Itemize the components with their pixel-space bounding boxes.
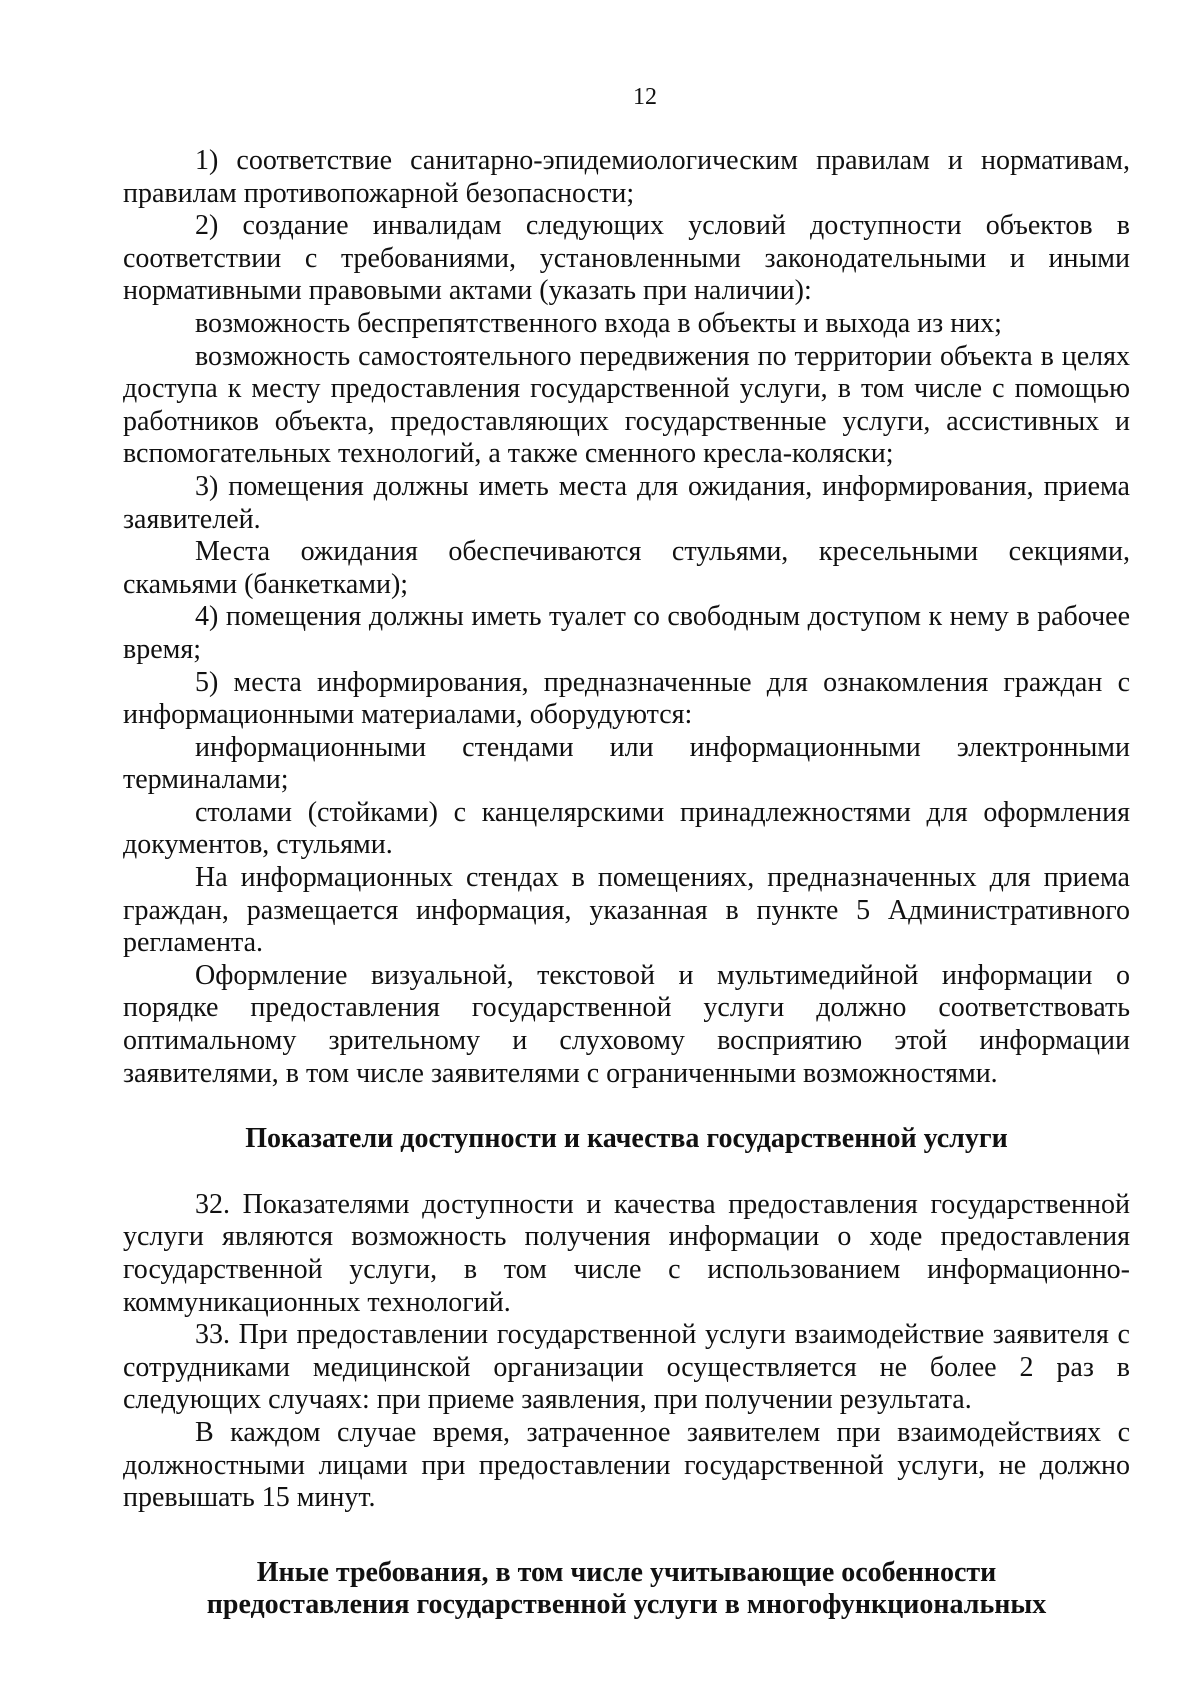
- document-body: [123, 145, 1130, 1622]
- paragraph: возможность самостоятельного передвижения по территории объекта в целях доступа к месту предоставления государственной услуги, в том числе с помощью работников объекта, предоставляющих государственные услуги, ассистивных и вспомогательных технологий, а также сменного кресла-коляски;: [123, 340, 1130, 470]
- heading-line: предоставления государственной услуги в многофункциональных: [206, 1589, 1047, 1621]
- heading-line: Иные требования, в том числе учитывающие особенности: [256, 1556, 997, 1588]
- paragraph: 5) места информирования, предназначенные для ознакомления граждан с информационными материалами, оборудуются:: [123, 666, 1130, 731]
- paragraph: столами (стойками) с канцелярскими принадлежностями для оформления документов, стульями.: [123, 796, 1130, 861]
- paragraph: Места ожидания обеспечиваются стульями, кресельными секциями, скамьями (банкетками);: [123, 536, 1130, 600]
- paragraph: 1) соответствие санитарно-эпидемиологическим правилам и нормативам, правилам противопожарной безопасности;: [123, 145, 1130, 209]
- page-number: 12: [633, 84, 657, 110]
- paragraph: В каждом случае время, затраченное заявителем при взаимодействиях с должностными лицами при предоставлении государственной услуги, не должно превышать 15 минут.: [123, 1416, 1130, 1514]
- paragraph: Оформление визуальной, текстовой и мультимедийной информации о порядке предоставления государственной услуги должно соответствовать оптимальному зрительному и слуховому восприятию этой информации заявителями, в том числе заявителями с ограниченными возможностями.: [123, 959, 1130, 1089]
- section-heading-other-requirements: [123, 1557, 1130, 1622]
- paragraph: 33. При предоставлении государственной услуги взаимодействие заявителя с сотрудниками медицинской организации осуществляется не более 2 раз в следующих случаях: при приеме заявления, при получении результата.: [123, 1319, 1130, 1416]
- paragraph: 2) создание инвалидам следующих условий доступности объектов в соответствии с требованиями, установленными законодательными и иными нормативными правовыми актами (указать при наличии):: [123, 210, 1130, 307]
- paragraph: 4) помещения должны иметь туалет со свободным доступом к нему в рабочее время;: [123, 601, 1130, 665]
- paragraph: 3) помещения должны иметь места для ожидания, информирования, приема заявителей.: [123, 470, 1130, 535]
- paragraph: информационными стендами или информационными электронными терминалами;: [123, 731, 1130, 796]
- paragraph: возможность беспрепятственного входа в объекты и выхода из них;: [195, 307, 1002, 339]
- paragraph: 32. Показателями доступности и качества предоставления государственной услуги являются возможность получения информации о ходе предоставления государственной услуги, в том числе с использованием информационно-коммуникационных технологий.: [123, 1188, 1130, 1318]
- section-heading-accessibility-quality: Показатели доступности и качества государственной услуги: [245, 1123, 1008, 1155]
- paragraph: На информационных стендах в помещениях, предназначенных для приема граждан, размещается информация, указанная в пункте 5 Административного регламента.: [123, 862, 1130, 959]
